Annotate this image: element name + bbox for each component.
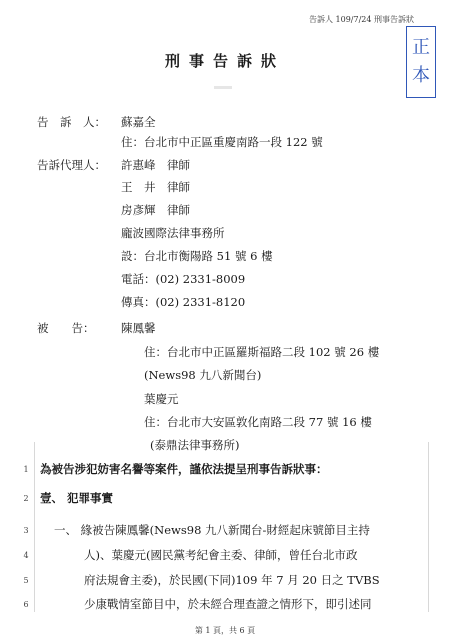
line-number: 5 xyxy=(23,576,29,585)
defendant-1-name: 陳鳳馨 xyxy=(121,321,156,335)
line-number: 1 xyxy=(23,465,29,474)
agent-lawyer-1: 許惠峰 律師 xyxy=(121,158,190,172)
stamp-char-2: 本 xyxy=(412,65,430,86)
complainant-label: 告 訴 人： xyxy=(37,115,106,129)
defendant-2-name: 葉慶元 xyxy=(144,392,179,406)
section-heading: 壹、 犯罪事實 xyxy=(40,491,114,505)
defendant-2-address: 住：台北市大安區敦化南路二段 77 號 16 樓 xyxy=(144,415,372,429)
header-note: 告訴人 109/7/24 刑事告訴狀 xyxy=(308,15,414,24)
stamp-char-1: 正 xyxy=(412,37,430,58)
line-number: 2 xyxy=(23,494,29,503)
agent-lawyer-2: 王 井 律師 xyxy=(121,180,190,194)
agent-phone: 電話：(02) 2331-8009 xyxy=(121,272,246,286)
agent-lawyer-3: 房彥輝 律師 xyxy=(121,203,190,217)
agent-label: 告訴代理人： xyxy=(37,158,106,172)
line-number: 4 xyxy=(23,551,29,560)
defendant-2-org: (泰鼎法律事務所) xyxy=(150,438,240,452)
page-footer: 第 1 頁，共 6 頁 xyxy=(194,626,256,635)
defendant-label: 被 告： xyxy=(37,321,95,335)
body-line-3: 一、 緣被告陳鳳馨(News98 九八新聞台-財經起床號節目主持 xyxy=(54,523,370,537)
body-line-5: 府法規會主委)，於民國(下同)109 年 7 月 20 日之 TVBS xyxy=(84,573,380,587)
body-line-1: 為被告涉犯妨害名譽等案件，謹依法提呈刑事告訴狀事： xyxy=(40,462,328,476)
agent-firm: 龐波國際法律事務所 xyxy=(121,226,225,240)
line-number: 3 xyxy=(23,526,29,535)
document-title: 刑事告訴狀 xyxy=(164,52,285,70)
agent-address: 設：台北市衡陽路 51 號 6 樓 xyxy=(121,249,273,263)
right-margin-rule xyxy=(428,442,429,612)
defendant-1-address: 住：台北市中正區羅斯福路二段 102 號 26 樓 xyxy=(144,345,380,359)
defendant-1-org: (News98 九八新聞台) xyxy=(144,368,262,382)
complainant-name: 蘇嘉全 xyxy=(121,115,156,129)
agent-fax: 傳真：(02) 2331-8120 xyxy=(121,295,246,309)
faint-mark xyxy=(214,86,232,89)
line-number: 6 xyxy=(23,600,29,609)
body-line-6: 少康戰情室節目中，於未經合理查證之情形下，即引述同 xyxy=(84,597,372,611)
body-line-4: 人)、葉慶元(國民黨考紀會主委、律師，曾任台北市政 xyxy=(84,548,358,562)
left-margin-rule xyxy=(34,442,35,612)
complainant-address: 住：台北市中正區重慶南路一段 122 號 xyxy=(121,135,323,149)
